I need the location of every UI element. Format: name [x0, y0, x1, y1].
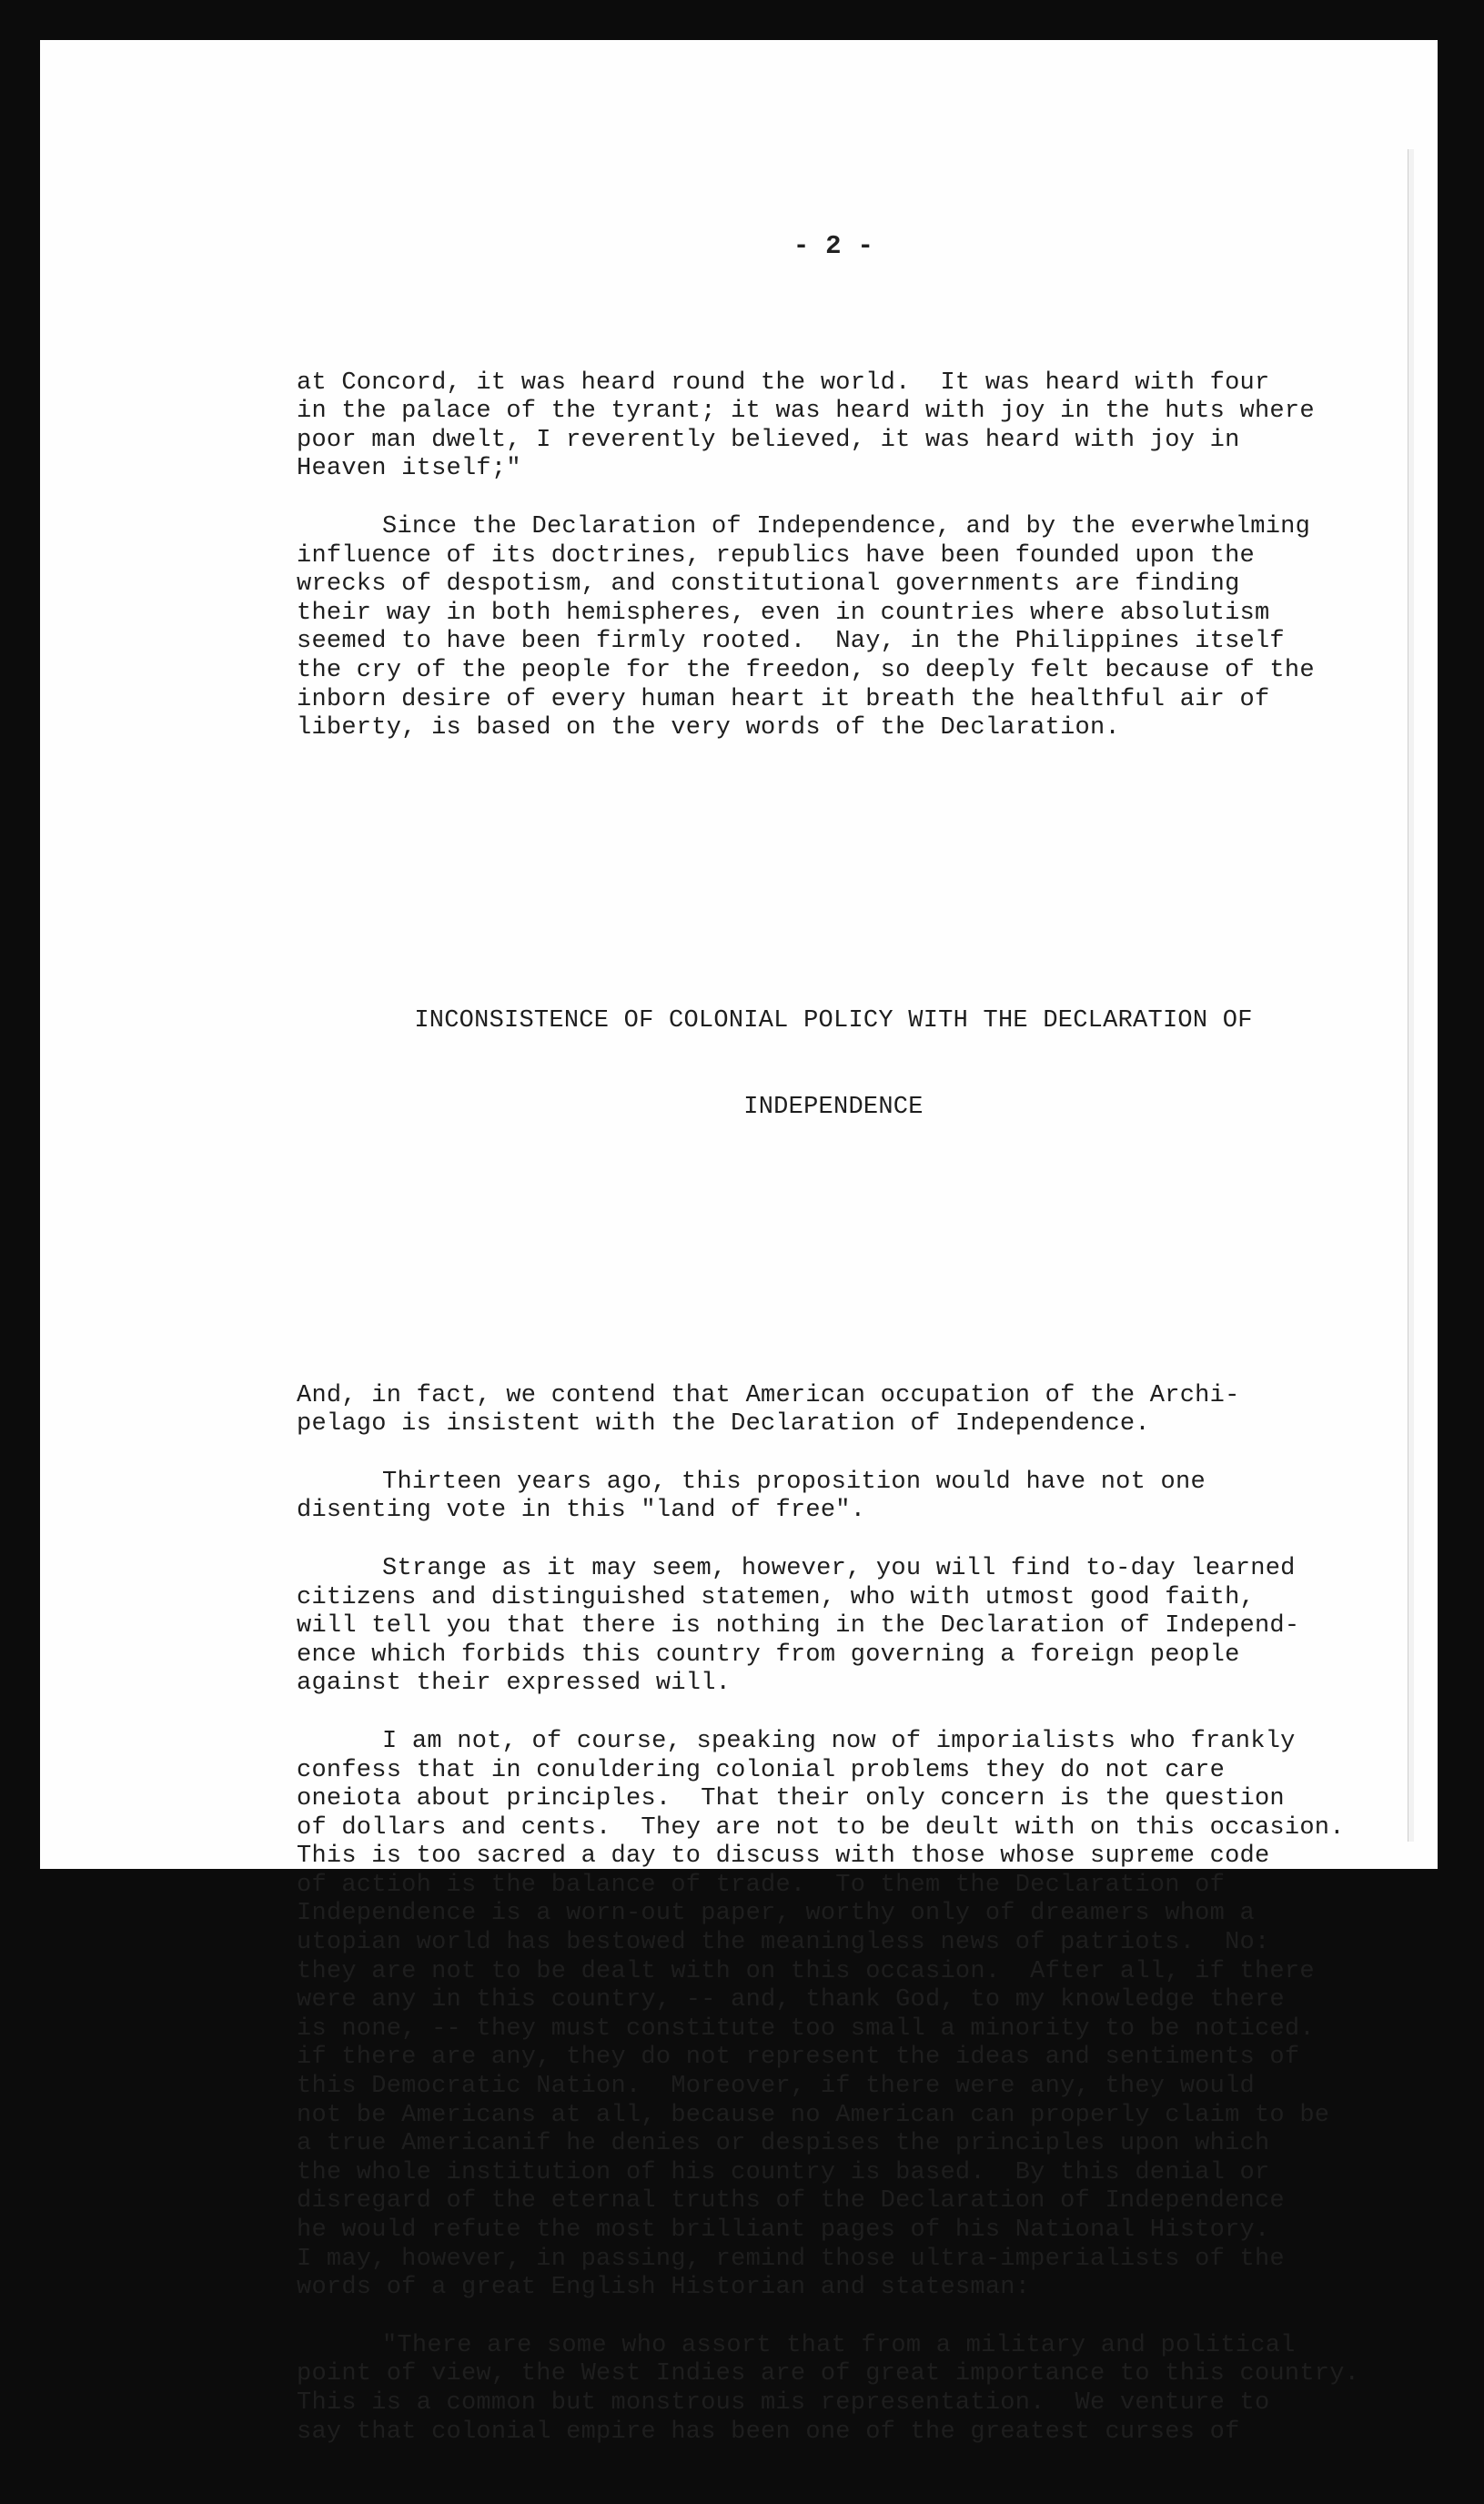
paragraph-gap [297, 1267, 1370, 1296]
document-page [40, 40, 1438, 2446]
text-line: Heaven itself;" [297, 455, 521, 483]
typed-text-body [297, 138, 1370, 2504]
text-line: Independence is a worn-out paper, worthy only of dreamers whom a [297, 1900, 1255, 1928]
text-line: Since the Declaration of Independence, and by the everwhelming [382, 512, 1311, 540]
text-line: they are not to be dealt with on this occasion. After all, if there [297, 1957, 1315, 1985]
text-line: their way in both hemispheres, even in countries where absolutism [297, 599, 1270, 627]
text-line: of actioh is the balance of trade. To them the Declaration of [297, 1871, 1226, 1899]
paragraph [297, 2332, 1370, 2447]
text-line: is none, -- they must constitute too small a minority to be noticed. [297, 2014, 1315, 2043]
heading-line-2: INDEPENDENCE [743, 1094, 924, 1122]
paragraph-gap [297, 2303, 1370, 2332]
text-line: influence of its doctrines, republics have been founded upon the [297, 541, 1255, 570]
text-line: ence which forbids this country from governing a foreign people [297, 1641, 1240, 1669]
paragraph-gap [297, 1526, 1370, 1555]
text-line: poor man dwelt, I reverently believed, it was heard with joy in [297, 426, 1240, 454]
page-number: - 2 - [792, 231, 874, 262]
page-edge-shadow [1408, 149, 1414, 1842]
text-line: liberty, is based on the very words of the Declaration. [297, 714, 1120, 742]
paragraph [297, 1555, 1370, 1699]
paragraph-gap [297, 1699, 1370, 1728]
paragraph-gap [297, 484, 1370, 513]
text-line: I am not, of course, speaking now of imporialists who frankly [382, 1727, 1296, 1755]
text-line: seemed to have been firmly rooted. Nay, in the Philippines itself [297, 628, 1285, 656]
text-line: I may, however, in passing, remind those ultra-imperialists of the [297, 2245, 1285, 2273]
paragraph [297, 1469, 1370, 1526]
text-line: this Democratic Nation. Moreover, if there were any, they would [297, 2073, 1255, 2101]
text-line: at Concord, it was heard round the world. It was heard with four [297, 369, 1270, 397]
section-heading [297, 950, 1370, 1180]
text-line: citizens and distinguished statemen, who with utmost good faith, [297, 1583, 1255, 1611]
text-line: Strange as it may seem, however, you will find to-day learned [382, 1554, 1296, 1582]
paragraph-gap [297, 829, 1370, 858]
text-line: disenting vote in this "land of free". [297, 1497, 866, 1525]
heading-line-1: INCONSISTENCE OF COLONIAL POLICY WITH THE DECLARATION OF [414, 1007, 1253, 1035]
text-line: pelago is insistent with the Declaration of Independence. [297, 1410, 1150, 1439]
text-line: if there are any, they do not represent the ideas and sentiments of [297, 2044, 1300, 2072]
text-line: point of view, the West Indies are of great importance to this country. [297, 2360, 1360, 2388]
text-line: against their expressed will. [297, 1670, 732, 1698]
text-before-heading [297, 369, 1370, 743]
paragraph [297, 513, 1370, 743]
text-line: This is too sacred a day to discuss with those whose supreme code [297, 1843, 1270, 1871]
text-after-heading [297, 1382, 1370, 2448]
text-line: utopian world has bestowed the meaningless news of patriots. No: [297, 1929, 1270, 1957]
text-line: And, in fact, we contend that American occupation of the Archi- [297, 1381, 1240, 1409]
text-line: This is a common but monstrous mis representation. We venture to [297, 2388, 1270, 2417]
text-line: a true Americanif he denies or despises the principles upon which [297, 2130, 1270, 2158]
text-line: the whole institution of his country is based. By this denial or [297, 2158, 1270, 2186]
paragraph [297, 1382, 1370, 1439]
text-line: in the palace of the tyrant; it was heard with joy in the huts where [297, 398, 1315, 426]
paragraph [297, 1728, 1370, 2303]
text-line: will tell you that there is nothing in the Declaration of Independ- [297, 1612, 1300, 1641]
text-line: he would refute the most brilliant pages of his National History. [297, 2216, 1270, 2244]
text-line: "There are some who assort that from a military and political [382, 2331, 1296, 2359]
text-line: were any in this country, -- and, thank God, to my knowledge there [297, 1986, 1285, 2014]
text-line: confess that in conuldering colonial problems they do not care [297, 1756, 1226, 1784]
text-line: words of a great English Historian and statesman: [297, 2274, 1031, 2302]
text-line: Thirteen years ago, this proposition would have not one [382, 1468, 1206, 1496]
text-line: the cry of the people for the freedon, so deeply felt because of the [297, 656, 1315, 684]
paragraph-gap [297, 1439, 1370, 1469]
text-line: disregard of the eternal truths of the Declaration of Independence [297, 2187, 1285, 2216]
text-line: inborn desire of every human heart it breath the healthful air of [297, 685, 1270, 713]
text-line: oneiota about principles. That their only concern is the question [297, 1785, 1285, 1813]
text-line: not be Americans at all, because no American can properly claim to be [297, 2101, 1330, 2129]
text-line: of dollars and cents. They are not to be deult with on this occasion. [297, 1813, 1345, 1842]
paragraph [297, 369, 1370, 484]
text-line: wrecks of despotism, and constitutional governments are finding [297, 570, 1240, 599]
text-line: say that colonial empire has been one of the greatest curses of [297, 2418, 1240, 2446]
